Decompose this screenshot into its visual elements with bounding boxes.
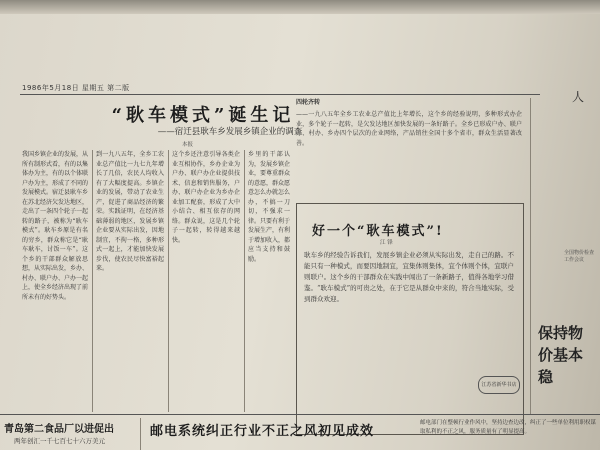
stamp-seal: 江苏省新华书店: [478, 376, 520, 394]
article-subhead: ——宿迁县耿车乡发展乡镇企业的调查: [157, 127, 303, 137]
header-rule: [20, 94, 540, 95]
page-fold-shadow: [0, 0, 600, 14]
bottom-right-text: 邮电部门在整顿行业作风中，坚持边查边改，纠正了一些单位利用职权谋取私利的不正之风，服务质量有了明显提高。: [420, 420, 597, 435]
bottom-left-headline: 青岛第二食品厂以进促出: [4, 424, 114, 435]
bottom-mid-headline: 邮电系统纠正行业不正之风初见成效: [150, 424, 375, 439]
column-divider: [140, 418, 141, 450]
commentary-title: 好一个“耿车模式”!: [312, 224, 444, 239]
column-divider: [92, 150, 93, 412]
right-article-intro: 四轮齐转: [296, 99, 321, 106]
article-column-1: 我国乡镇企业的发展，从所有制形式看，有的以集体办为主，有的以个体联户办为主，形成了不同的发展模式。宿迁县耿车乡在苏北经济欠发达地区，走出了一条四个轮子一起转的路子，被称为“耿车模式”。耿车乡原是有名的穷乡，群众称它是“耿车耿车，讨饭一车”。这个乡的干部群众解放思想，从实际出发，乡办、村办、联户办、户办一起上，使全乡经济出现了前所未有的好势头。: [22, 151, 88, 301]
masthead-fragment: 人: [572, 90, 585, 104]
article-column-4: 乡里的干部认为，发展乡镇企业，要尊重群众的意愿，群众愿意怎么办就怎么办，不搞一刀切，不强求一律。只要有利于发展生产，有利于增加收入，都应当支持和鼓励。: [248, 151, 290, 263]
article-headline: “耿车模式”诞生记: [111, 105, 295, 126]
slogan-caption: 全国物价检查工作会议: [564, 250, 595, 263]
column-divider: [530, 98, 531, 414]
article-column-3: 这个乡还注意引导各类企业互相协作，乡办企业为户办、联户办企业提供技术、信息和销售服务，户办、联户办企业为乡办企业加工配套，形成了大中小结合、相互依存的网络。群众说，这是几个轮子一起转，转得越来越快。: [172, 151, 240, 244]
dateline: 1986年5月18日 星期五 第二版: [22, 84, 130, 92]
column-divider: [244, 150, 245, 412]
article-column-2: 到一九八五年，全乡工农业总产值比一九七九年增长了几倍，农民人均收入有了大幅度提高。乡镇企业的发展，带动了农业生产，促进了商品经济的繁荣。实践证明，在经济基础薄弱的地区，发展乡镇企业要从实际出发，因地制宜，不拘一格，多种形式一起上，才能加快发展步伐，使农民尽快富裕起来。: [96, 151, 164, 272]
column-divider: [168, 150, 169, 412]
article-byline: 本报: [182, 142, 194, 148]
commentary-text: 耿车乡的经验告诉我们，发展乡镇企业必须从实际出发，走自己的路。不能只有一种模式，而要因地制宜，宜集体则集体，宜个体则个体，宜联户则联户。这个乡的干部群众在实践中闯出了一条新路子，值得各地学习借鉴。“耿车模式”的可贵之处，在于它是从群众中来的，符合当地实际，受到群众欢迎。: [304, 251, 514, 303]
commentary-byline: 江 锋: [380, 240, 393, 246]
bottom-left-subhead: 两年创汇一千七百七十六万美元: [14, 437, 105, 445]
slogan-headline: 保持物价基本稳: [538, 324, 584, 386]
right-article-text: ——一九八五年全乡工农业总产值比上年增长，这个乡的经验说明，多种形式办企业，多个轮子一起转，是欠发达地区加快发展的一条好路子。全乡已形成户办、联户办、村办、乡办四个层次的企业网络，产品销往全国十多个省市，群众生活显著改善。: [296, 111, 522, 147]
bottom-rule: [0, 414, 600, 415]
